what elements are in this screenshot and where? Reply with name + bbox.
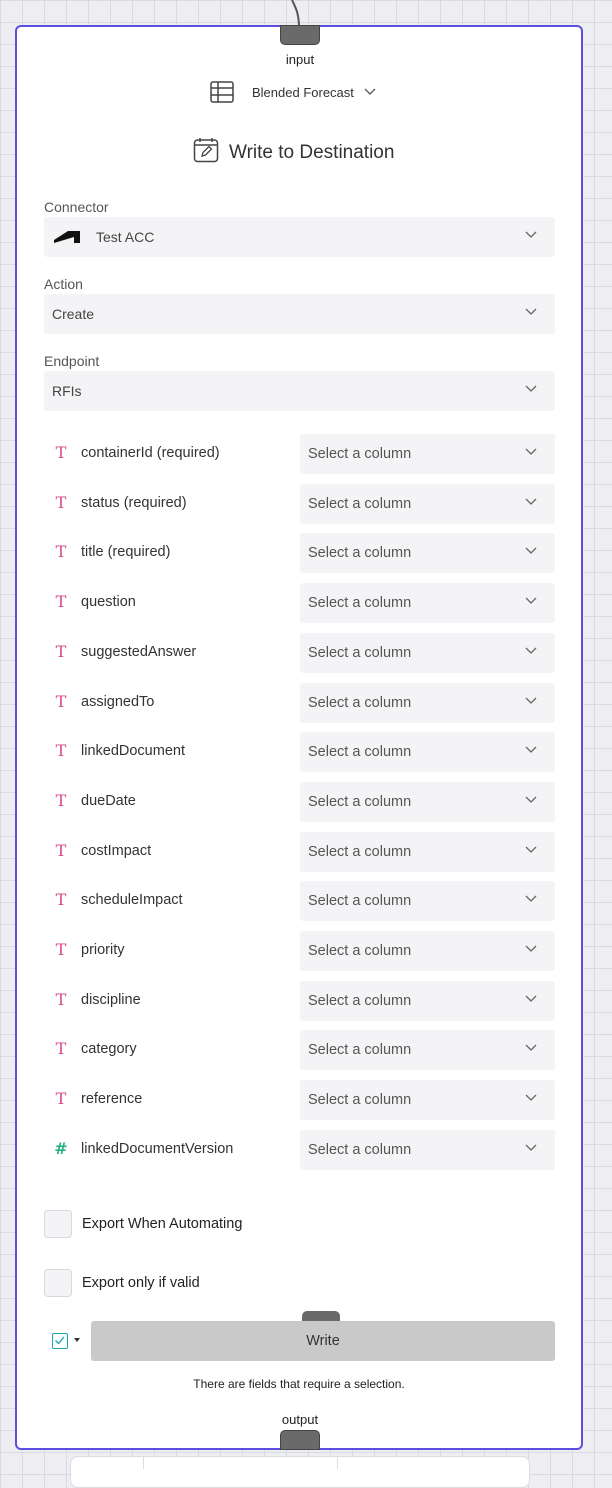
column-select[interactable] (300, 782, 555, 822)
chevron-down-icon (525, 597, 537, 605)
field-name: assignedTo (81, 694, 155, 710)
text-type-icon: T (55, 592, 67, 611)
field-name: containerId (required) (81, 445, 220, 461)
text-type-icon: T (55, 890, 67, 909)
column-select[interactable] (300, 583, 555, 623)
column-select[interactable] (300, 434, 555, 474)
autodesk-logo-icon (54, 229, 80, 245)
field-name: linkedDocumentVersion (81, 1141, 234, 1157)
export-only-if-valid-label: Export only if valid (82, 1275, 200, 1291)
text-type-icon: T (55, 443, 67, 462)
column-select[interactable] (300, 832, 555, 872)
node-title-text: Write to Destination (229, 142, 395, 163)
next-node-card[interactable] (70, 1456, 530, 1488)
column-select[interactable] (300, 931, 555, 971)
field-name: dueDate (81, 793, 136, 809)
field-name: question (81, 594, 136, 610)
export-only-if-valid-checkbox[interactable] (44, 1269, 72, 1297)
write-controls (44, 1321, 555, 1361)
column-select-value: Select a column (308, 943, 412, 959)
column-select-value: Select a column (308, 744, 412, 760)
column-select-value: Select a column (308, 794, 412, 810)
endpoint-select[interactable] (44, 371, 555, 411)
edit-document-icon (193, 137, 219, 169)
chevron-down-icon (525, 796, 537, 804)
export-when-automating-row[interactable] (44, 1210, 242, 1238)
connector-select[interactable] (44, 217, 555, 257)
column-select-value: Select a column (308, 893, 412, 909)
field-mapping-row (44, 633, 555, 673)
chevron-down-icon (525, 697, 537, 705)
text-type-icon: T (55, 493, 67, 512)
chevron-down-icon (525, 498, 537, 506)
field-mapping-row (44, 434, 555, 474)
text-type-icon: T (55, 990, 67, 1009)
source-dataset-selector[interactable] (210, 80, 376, 104)
endpoint-value: RFIs (52, 383, 82, 399)
text-type-icon: T (55, 940, 67, 959)
column-select[interactable] (300, 1130, 555, 1170)
source-dataset-name: Blended Forecast (252, 84, 354, 100)
column-select-value: Select a column (308, 1142, 412, 1158)
column-select[interactable] (300, 683, 555, 723)
text-type-icon: T (55, 841, 67, 860)
column-select[interactable] (300, 1030, 555, 1070)
column-select[interactable] (300, 881, 555, 921)
chevron-down-icon (525, 1044, 537, 1052)
chevron-down-icon (525, 945, 537, 953)
field-mapping-row (44, 1030, 555, 1070)
chevron-down-icon (525, 1094, 537, 1102)
field-mapping-row (44, 782, 555, 822)
column-select[interactable] (300, 633, 555, 673)
input-port[interactable] (280, 25, 320, 45)
chevron-down-icon (364, 88, 376, 96)
column-select-value: Select a column (308, 595, 412, 611)
text-type-icon: T (55, 1039, 67, 1058)
field-mapping-row (44, 1130, 555, 1170)
column-select-value: Select a column (308, 1092, 412, 1108)
connector-value: Test ACC (96, 229, 155, 245)
field-mapping-row (44, 683, 555, 723)
number-type-icon: # (54, 1139, 68, 1158)
checkbox-icon (52, 1333, 68, 1349)
field-name: category (81, 1041, 137, 1057)
field-name: suggestedAnswer (81, 644, 197, 660)
write-to-destination-node[interactable] (15, 25, 583, 1450)
action-value: Create (52, 306, 95, 322)
field-name: discipline (81, 992, 141, 1008)
column-select[interactable] (300, 732, 555, 772)
field-mapping-row (44, 533, 555, 573)
text-type-icon: T (55, 741, 67, 760)
write-button[interactable]: Write (91, 1321, 555, 1361)
table-icon (210, 81, 234, 103)
connector-label: Connector (44, 199, 109, 215)
field-name: linkedDocument (81, 743, 185, 759)
column-select-value: Select a column (308, 695, 412, 711)
text-type-icon: T (55, 791, 67, 810)
action-label: Action (44, 276, 83, 292)
column-select[interactable] (300, 1080, 555, 1120)
field-mapping-row (44, 931, 555, 971)
output-port-label: output (281, 1412, 319, 1427)
validation-warning: There are fields that require a selection. (193, 1377, 405, 1391)
chevron-down-icon (525, 647, 537, 655)
text-type-icon: T (55, 1089, 67, 1108)
column-select-value: Select a column (308, 545, 412, 561)
chevron-down-icon (525, 895, 537, 903)
column-select[interactable] (300, 981, 555, 1021)
caret-down-icon (74, 1338, 80, 1342)
field-mapping-row (44, 484, 555, 524)
chevron-down-icon (525, 448, 537, 456)
endpoint-label: Endpoint (44, 353, 100, 369)
chevron-down-icon (525, 308, 537, 316)
column-select-value: Select a column (308, 645, 412, 661)
node-title (193, 137, 394, 169)
field-mapping-row (44, 832, 555, 872)
field-mapping-row (44, 981, 555, 1021)
input-port-label: input (285, 52, 315, 67)
column-select[interactable] (300, 484, 555, 524)
column-select-value: Select a column (308, 993, 412, 1009)
text-type-icon: T (55, 542, 67, 561)
chevron-down-icon (525, 385, 537, 393)
output-port[interactable] (280, 1430, 320, 1450)
export-when-automating-label: Export When Automating (82, 1216, 243, 1232)
field-name: priority (81, 942, 125, 958)
field-mapping-row (44, 1080, 555, 1120)
column-select-value: Select a column (308, 446, 412, 462)
export-when-automating-checkbox[interactable] (44, 1210, 72, 1238)
chevron-down-icon (525, 547, 537, 555)
field-name: scheduleImpact (81, 892, 183, 908)
text-type-icon: T (55, 692, 67, 711)
field-name: costImpact (81, 843, 152, 859)
field-mapping-row (44, 732, 555, 772)
chevron-down-icon (525, 231, 537, 239)
column-select[interactable] (300, 533, 555, 573)
column-select-value: Select a column (308, 496, 412, 512)
chevron-down-icon (525, 995, 537, 1003)
column-select-value: Select a column (308, 844, 412, 860)
chevron-down-icon (525, 1144, 537, 1152)
field-name: reference (81, 1091, 143, 1107)
field-name: title (required) (81, 544, 171, 560)
field-name: status (required) (81, 495, 187, 511)
export-only-if-valid-row[interactable] (44, 1269, 200, 1297)
action-select[interactable] (44, 294, 555, 334)
chevron-down-icon (525, 746, 537, 754)
field-mapping-row (44, 881, 555, 921)
column-select-value: Select a column (308, 1042, 412, 1058)
field-mapping-row (44, 583, 555, 623)
text-type-icon: T (55, 642, 67, 661)
chevron-down-icon (525, 846, 537, 854)
